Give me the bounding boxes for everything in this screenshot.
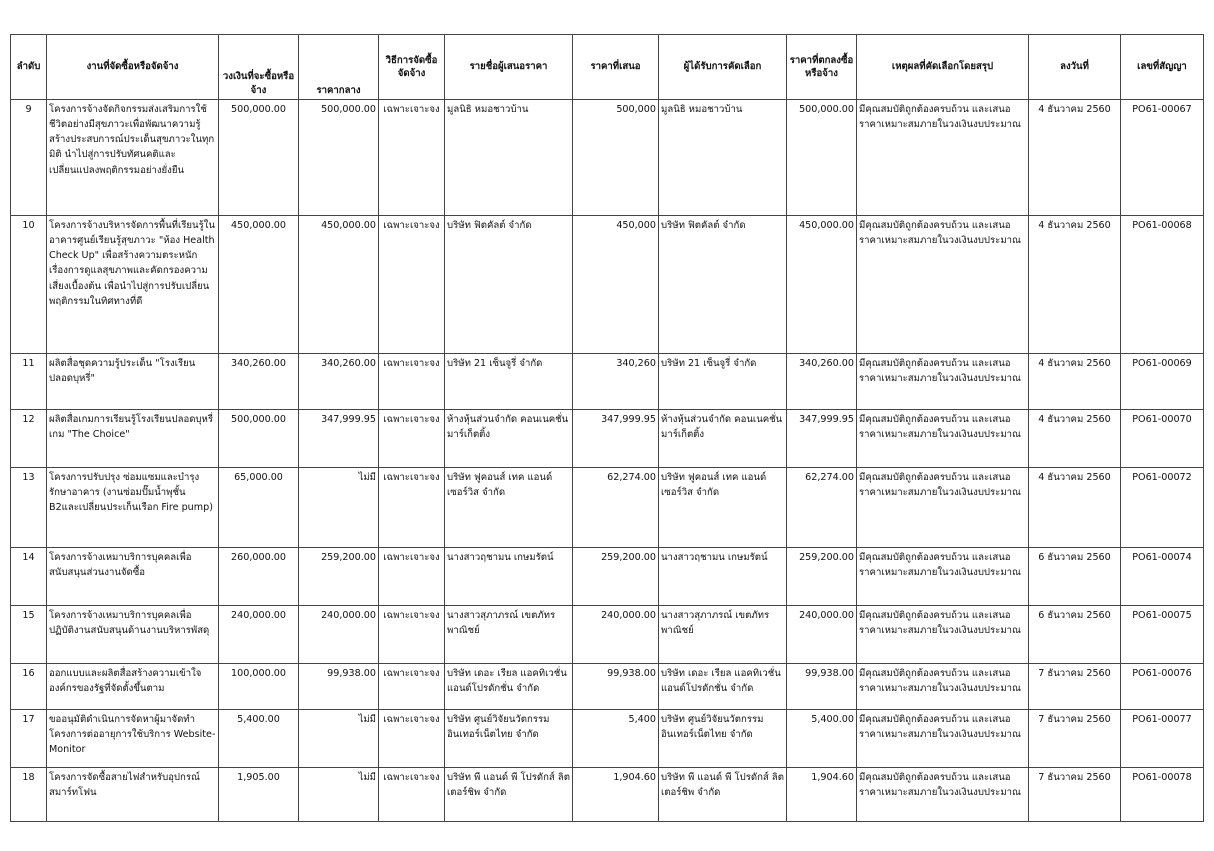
header-winner: ผู้ได้รับการคัดเลือก (659, 35, 787, 100)
row-date: 4 ธันวาคม 2560 (1029, 216, 1121, 354)
row-budget: 500,000.00 (219, 100, 299, 216)
row-project: โครงการปรับปรุง ซ่อมแซมและบำรุงรักษาอาคาร (งานซ่อมปั๊มน้ำพุชั้น B2และเปลี่ยนประเก็นเรือก Fire pump) (47, 468, 219, 548)
row-winner: บริษัท ฟิตคัลต์ จำกัด (659, 216, 787, 354)
row-bidder: บริษัท 21 เซ็นจูรี่ จำกัด (445, 354, 573, 410)
table-row (11, 664, 1204, 710)
table-row (11, 354, 1204, 410)
row-bid: 240,000.00 (573, 606, 659, 664)
row-method: เฉพาะเจาะจง (379, 100, 445, 216)
row-method: เฉพาะเจาะจง (379, 664, 445, 710)
row-bid: 340,260 (573, 354, 659, 410)
row-bid: 450,000 (573, 216, 659, 354)
row-bidder: นางสาวฤชามน เกษมรัตน์ (445, 548, 573, 606)
table-row (11, 606, 1204, 664)
row-contract: PO61-00072 (1121, 468, 1204, 548)
procurement-table (10, 34, 1204, 822)
row-agreed: 450,000.00 (787, 216, 857, 354)
row-agreed: 5,400.00 (787, 710, 857, 768)
row-contract: PO61-00068 (1121, 216, 1204, 354)
row-median: 340,260.00 (299, 354, 379, 410)
row-bidder: บริษัท พี แอนด์ พี โปรดักส์ ลิตเตอร์ชิพ จำกัด (445, 768, 573, 822)
row-reason: มีคุณสมบัติถูกต้องครบถ้วน และเสนอราคาเหมาะสมภายในวงเงินงบประมาณ (857, 100, 1029, 216)
row-date: 6 ธันวาคม 2560 (1029, 548, 1121, 606)
header-project: งานที่จัดซื้อหรือจัดจ้าง (47, 35, 219, 100)
row-bidder: บริษัท เดอะ เรียล แอคทิเวชั่น แอนด์โปรดักชั่น จำกัด (445, 664, 573, 710)
row-bidder: ห้างหุ้นส่วนจำกัด คอนเนคชั่น มาร์เก็ตติ้ง (445, 410, 573, 468)
row-reason: มีคุณสมบัติถูกต้องครบถ้วน และเสนอราคาเหมาะสมภายในวงเงินงบประมาณ (857, 710, 1029, 768)
header-bid: ราคาที่เสนอ (573, 35, 659, 100)
row-bid: 1,904.60 (573, 768, 659, 822)
header-reason: เหตุผลที่คัดเลือกโดยสรุป (857, 35, 1029, 100)
row-bidder: บริษัท ฟิตคัลต์ จำกัด (445, 216, 573, 354)
row-method: เฉพาะเจาะจง (379, 468, 445, 548)
row-method: เฉพาะเจาะจง (379, 410, 445, 468)
row-date: 7 ธันวาคม 2560 (1029, 664, 1121, 710)
row-no: 12 (11, 410, 47, 468)
row-budget: 240,000.00 (219, 606, 299, 664)
row-winner: บริษัท พี แอนด์ พี โปรดักส์ ลิตเตอร์ชิพ จำกัด (659, 768, 787, 822)
row-no: 13 (11, 468, 47, 548)
row-method: เฉพาะเจาะจง (379, 548, 445, 606)
row-bidder: บริษัท ศูนย์วิจัยนวัตกรรมอินเทอร์เน็ตไทย จำกัด (445, 710, 573, 768)
row-project: โครงการจัดซื้อสายไฟสำหรับอุปกรณ์สมาร์ทโฟน (47, 768, 219, 822)
row-winner: มูลนิธิ หมอชาวบ้าน (659, 100, 787, 216)
row-agreed: 240,000.00 (787, 606, 857, 664)
row-winner: นางสาวฤชามน เกษมรัตน์ (659, 548, 787, 606)
row-no: 15 (11, 606, 47, 664)
row-reason: มีคุณสมบัติถูกต้องครบถ้วน และเสนอราคาเหมาะสมภายในวงเงินงบประมาณ (857, 468, 1029, 548)
row-bid: 62,274.00 (573, 468, 659, 548)
table-row (11, 710, 1204, 768)
row-agreed: 340,260.00 (787, 354, 857, 410)
row-project: โครงการจ้างเหมาบริการบุคคลเพื่อปฏิบัติงานสนับสนุนด้านงานบริหารพัสดุ (47, 606, 219, 664)
row-contract: PO61-00070 (1121, 410, 1204, 468)
row-budget: 450,000.00 (219, 216, 299, 354)
row-bid: 5,400 (573, 710, 659, 768)
row-contract: PO61-00076 (1121, 664, 1204, 710)
row-no: 17 (11, 710, 47, 768)
row-reason: มีคุณสมบัติถูกต้องครบถ้วน และเสนอราคาเหมาะสมภายในวงเงินงบประมาณ (857, 216, 1029, 354)
row-agreed: 62,274.00 (787, 468, 857, 548)
table-header-row (11, 35, 1204, 100)
row-date: 4 ธันวาคม 2560 (1029, 468, 1121, 548)
row-date: 7 ธันวาคม 2560 (1029, 768, 1121, 822)
row-contract: PO61-00069 (1121, 354, 1204, 410)
row-no: 14 (11, 548, 47, 606)
row-bid: 259,200.00 (573, 548, 659, 606)
table-row (11, 410, 1204, 468)
row-contract: PO61-00078 (1121, 768, 1204, 822)
row-reason: มีคุณสมบัติถูกต้องครบถ้วน และเสนอราคาเหมาะสมภายในวงเงินงบประมาณ (857, 768, 1029, 822)
row-date: 4 ธันวาคม 2560 (1029, 100, 1121, 216)
row-bidder: บริษัท ฟูคอนส์ เทค แอนด์ เซอร์วิส จำกัด (445, 468, 573, 548)
table-row (11, 216, 1204, 354)
row-no: 11 (11, 354, 47, 410)
row-budget: 1,905.00 (219, 768, 299, 822)
procurement-sheet (10, 34, 1203, 822)
row-budget: 340,260.00 (219, 354, 299, 410)
row-project: โครงการจ้างจัดกิจกรรมส่งเสริมการใช้ชีวิตอย่างมีสุขภาวะเพื่อพัฒนาความรู้ สร้างประสบการณ์ประเด็นสุขภาวะในทุกมิติ นำไปสู่การปรับทัศนคติและเปลี่ยนแปลงพฤติกรรมอย่างยั่งยืน (47, 100, 219, 216)
row-method: เฉพาะเจาะจง (379, 710, 445, 768)
row-contract: PO61-00074 (1121, 548, 1204, 606)
row-no: 16 (11, 664, 47, 710)
row-method: เฉพาะเจาะจง (379, 606, 445, 664)
row-bid: 99,938.00 (573, 664, 659, 710)
row-project: โครงการจ้างบริหารจัดการพื้นที่เรียนรู้ในอาคารศูนย์เรียนรู้สุขภาวะ "ห้อง Health Check Up" เพื่อสร้างความตระหนักเรื่องการดูแลสุขภาพและคัดกรองความเสี่ยงเบื้องต้น เพื่อนำไปสู่การปรับเปลี่ยนพฤติกรรมในทิศทางที่ดี (47, 216, 219, 354)
header-agreed: ราคาที่ตกลงซื้อหรือจ้าง (787, 35, 857, 100)
table-row (11, 468, 1204, 548)
row-method: เฉพาะเจาะจง (379, 354, 445, 410)
row-winner: บริษัท 21 เซ็นจูรี่ จำกัด (659, 354, 787, 410)
row-winner: บริษัท เดอะ เรียล แอคทิเวชั่น แอนด์โปรดักชั่น จำกัด (659, 664, 787, 710)
header-method: วิธีการจัดซื้อจัดจ้าง (379, 35, 445, 100)
row-median: ไม่มี (299, 710, 379, 768)
row-budget: 100,000.00 (219, 664, 299, 710)
row-reason: มีคุณสมบัติถูกต้องครบถ้วน และเสนอราคาเหมาะสมภายในวงเงินงบประมาณ (857, 606, 1029, 664)
row-reason: มีคุณสมบัติถูกต้องครบถ้วน และเสนอราคาเหมาะสมภายในวงเงินงบประมาณ (857, 548, 1029, 606)
row-median: ไม่มี (299, 468, 379, 548)
row-agreed: 259,200.00 (787, 548, 857, 606)
row-budget: 260,000.00 (219, 548, 299, 606)
row-no: 18 (11, 768, 47, 822)
row-contract: PO61-00067 (1121, 100, 1204, 216)
row-median: 500,000.00 (299, 100, 379, 216)
row-bidder: มูลนิธิ หมอชาวบ้าน (445, 100, 573, 216)
row-project: ผลิตสื่อชุดความรู้ประเด็น "โรงเรียนปลอดบุหรี่" (47, 354, 219, 410)
row-median: 347,999.95 (299, 410, 379, 468)
row-agreed: 99,938.00 (787, 664, 857, 710)
row-agreed: 347,999.95 (787, 410, 857, 468)
header-date: ลงวันที่ (1029, 35, 1121, 100)
table-row (11, 548, 1204, 606)
header-contract: เลขที่สัญญา (1121, 35, 1204, 100)
row-median: ไม่มี (299, 768, 379, 822)
row-agreed: 500,000.00 (787, 100, 857, 216)
row-winner: นางสาวสุภาภรณ์ เขตภัทรพาณิชย์ (659, 606, 787, 664)
row-project: ออกแบบและผลิตสื่อสร้างความเข้าใจองค์กรของรัฐที่จัดตั้งขึ้นตาม (47, 664, 219, 710)
table-row (11, 100, 1204, 216)
row-method: เฉพาะเจาะจง (379, 216, 445, 354)
row-date: 7 ธันวาคม 2560 (1029, 710, 1121, 768)
row-no: 10 (11, 216, 47, 354)
row-winner: บริษัท ฟูคอนส์ เทค แอนด์ เซอร์วิส จำกัด (659, 468, 787, 548)
row-budget: 5,400.00 (219, 710, 299, 768)
header-no: ลำดับ (11, 35, 47, 100)
header-budget: วงเงินที่จะซื้อหรือจ้าง (219, 35, 299, 100)
row-budget: 65,000.00 (219, 468, 299, 548)
row-project: ขออนุมัติดำเนินการจัดหาผู้มาจัดทำโครงการต่ออายุการใช้บริการ Website-Monitor (47, 710, 219, 768)
row-median: 240,000.00 (299, 606, 379, 664)
row-contract: PO61-00075 (1121, 606, 1204, 664)
row-median: 450,000.00 (299, 216, 379, 354)
row-agreed: 1,904.60 (787, 768, 857, 822)
row-date: 4 ธันวาคม 2560 (1029, 410, 1121, 468)
row-method: เฉพาะเจาะจง (379, 768, 445, 822)
row-budget: 500,000.00 (219, 410, 299, 468)
row-bid: 347,999.95 (573, 410, 659, 468)
row-bidder: นางสาวสุภาภรณ์ เขตภัทรพาณิชย์ (445, 606, 573, 664)
row-reason: มีคุณสมบัติถูกต้องครบถ้วน และเสนอราคาเหมาะสมภายในวงเงินงบประมาณ (857, 664, 1029, 710)
row-date: 6 ธันวาคม 2560 (1029, 606, 1121, 664)
table-row (11, 768, 1204, 822)
row-project: โครงการจ้างเหมาบริการบุคคลเพื่อสนับสนุนส่วนงานจัดซื้อ (47, 548, 219, 606)
row-no: 9 (11, 100, 47, 216)
row-reason: มีคุณสมบัติถูกต้องครบถ้วน และเสนอราคาเหมาะสมภายในวงเงินงบประมาณ (857, 410, 1029, 468)
row-reason: มีคุณสมบัติถูกต้องครบถ้วน และเสนอราคาเหมาะสมภายในวงเงินงบประมาณ (857, 354, 1029, 410)
row-bid: 500,000 (573, 100, 659, 216)
header-median: ราคากลาง (299, 35, 379, 100)
row-median: 99,938.00 (299, 664, 379, 710)
row-median: 259,200.00 (299, 548, 379, 606)
row-winner: ห้างหุ้นส่วนจำกัด คอนเนคชั่น มาร์เก็ตติ้ง (659, 410, 787, 468)
row-date: 4 ธันวาคม 2560 (1029, 354, 1121, 410)
header-bidder: รายชื่อผู้เสนอราคา (445, 35, 573, 100)
row-winner: บริษัท ศูนย์วิจัยนวัตกรรมอินเทอร์เน็ตไทย จำกัด (659, 710, 787, 768)
row-project: ผลิตสื่อเกมการเรียนรู้โรงเรียนปลอดบุหรี่ เกม "The Choice" (47, 410, 219, 468)
row-contract: PO61-00077 (1121, 710, 1204, 768)
table-body (11, 100, 1204, 822)
